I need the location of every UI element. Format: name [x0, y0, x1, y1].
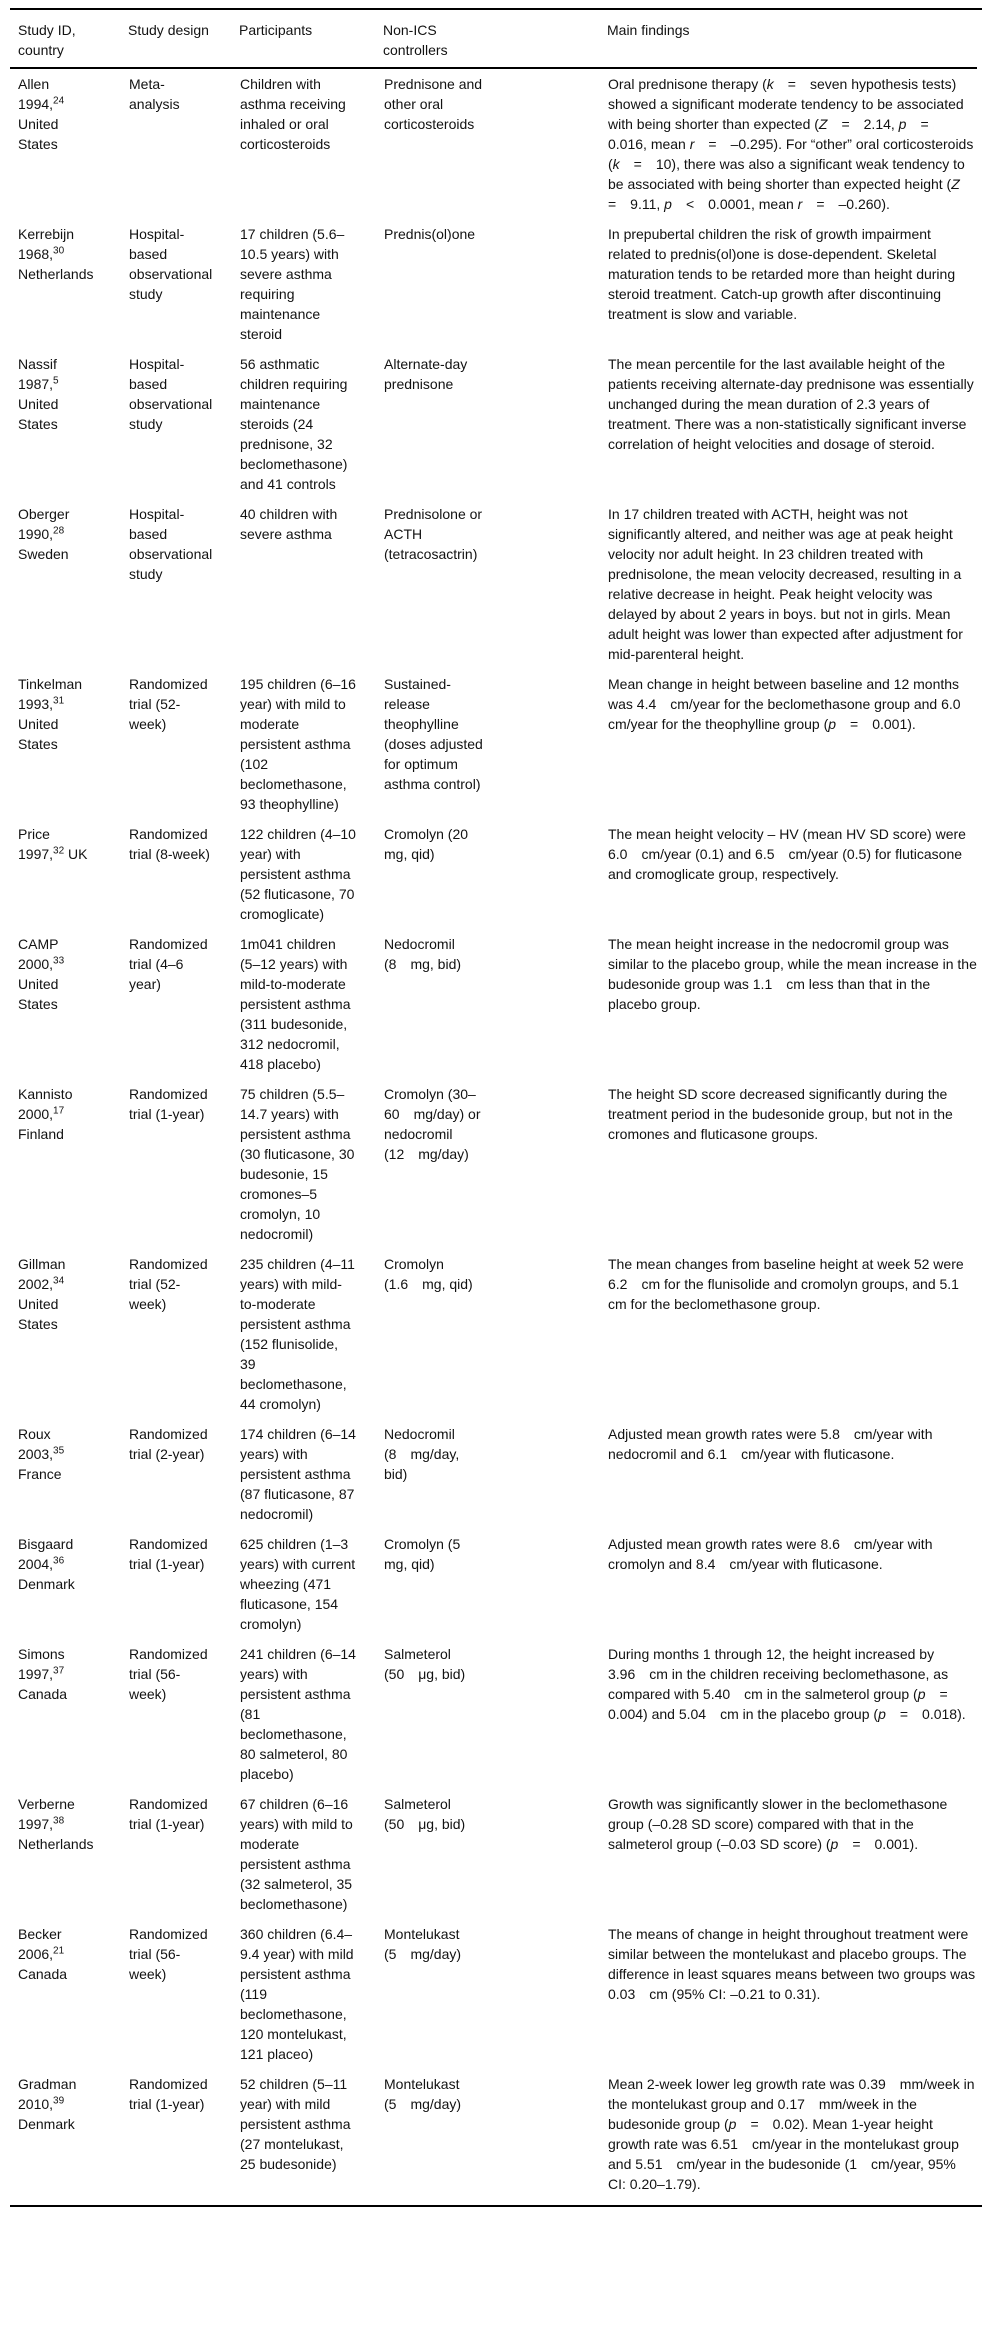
non-ics-controller-cell: Sustained-release theophylline (doses adjusted for optimum asthma control) — [384, 676, 483, 792]
reference-superscript: 31 — [53, 695, 65, 707]
main-findings-cell: The mean height velocity – HV (mean HV SD score) were 6.0 cm/year (0.1) and 6.5 cm/year (0.5) for fluticasone and cromoglicate group, respectively. — [608, 826, 966, 882]
participants-cell: 17 children (5.6–10.5 years) with severe asthma requiring maintenance steroid — [240, 226, 345, 342]
reference-superscript: 35 — [53, 1445, 65, 1457]
reference-superscript: 39 — [53, 2095, 65, 2107]
study-design-cell: Hospital-based observational study — [129, 226, 213, 302]
reference-superscript: 17 — [53, 1105, 65, 1117]
table-row — [10, 1639, 977, 1789]
study-design-cell: Randomized trial (52-week) — [129, 1256, 208, 1312]
main-findings-cell: The mean height increase in the nedocromil group was similar to the placebo group, while the mean increase in the budesonide group was 1.1 cm less than that in the placebo group. — [608, 936, 977, 1012]
reference-superscript: 38 — [53, 1815, 65, 1827]
study-design-cell: Hospital-based observational study — [129, 506, 213, 582]
participants-cell: 241 children (6–14 years) with persistent asthma (81 beclomethasone, 80 salmeterol, 80 placebo) — [240, 1646, 356, 1782]
paper-table — [10, 8, 982, 2207]
reference-superscript: 30 — [53, 245, 65, 257]
column-header-non-ics-controllers: Non-ICS controllers — [383, 10, 607, 68]
participants-cell: 67 children (6–16 years) with mild to moderate persistent asthma (32 salmeterol, 35 beclomethasone) — [240, 1796, 353, 1912]
table-row — [10, 1079, 977, 1249]
table-header — [10, 10, 977, 68]
main-findings-cell: In 17 children treated with ACTH, height was not significantly altered, and neither was age at peak height velocity nor adult height. In 23 children treated with prednisolone, the mean velocity decreased, resulting in a relative decrease in height. Peak height velocity was delayed by about 2 years in boys. but not in girls. Mean adult height was lower than expected after adjustment for mid-parenteral height. — [608, 506, 963, 662]
table-row — [10, 219, 977, 349]
study-id-cell: Gillman 2002,34 United States — [18, 1256, 66, 1332]
study-id-cell: Gradman 2010,39 Denmark — [18, 2076, 77, 2132]
non-ics-controller-cell: Prednisolone or ACTH (tetracosactrin) — [384, 506, 483, 562]
studies-table — [10, 10, 977, 2199]
reference-superscript: 33 — [53, 955, 65, 967]
main-findings-cell: Mean change in height between baseline and 12 months was 4.4 cm/year for the beclomethasone group and 6.0 cm/year for the theophylline group (p = 0.001). — [608, 676, 975, 732]
non-ics-controller-cell: Cromolyn (20 mg, qid) — [384, 826, 483, 862]
participants-cell: 56 asthmatic children requiring maintenance steroids (24 prednisone, 32 beclomethasone) and 41 controls — [240, 356, 348, 492]
study-design-cell: Randomized trial (1-year) — [129, 1796, 208, 1832]
reference-superscript: 28 — [53, 525, 65, 537]
table-row — [10, 819, 977, 929]
reference-superscript: 34 — [53, 1275, 65, 1287]
table-row — [10, 1789, 977, 1919]
study-id-cell: Verberne 1997,38 Netherlands — [18, 1796, 94, 1852]
study-design-cell: Hospital-based observational study — [129, 356, 213, 432]
main-findings-cell: The means of change in height throughout treatment were similar between the montelukast and placebo groups. The difference in least squares means between two groups was 0.03 cm (95% CI: –0.21 to 0.31). — [608, 1926, 976, 2002]
table-body — [10, 68, 977, 2199]
study-id-cell: Nassif 1987,$^5$ United States — [18, 356, 59, 432]
column-header-study-id: Study ID, country — [10, 10, 128, 68]
study-design-cell: Meta-analysis — [129, 76, 180, 112]
header-row — [10, 10, 977, 68]
study-design-cell: Randomized trial (2-year) — [129, 1426, 208, 1462]
participants-cell: 122 children (4–10 year) with persistent asthma (52 fluticasone, 70 cromoglicate) — [240, 826, 356, 922]
column-header-main-findings: Main findings — [607, 10, 977, 68]
main-findings-cell: Oral prednisone therapy (k = seven hypothesis tests) showed a significant moderate tendency to be associated with being shorter than expected (Z = 2.14, p = 0.016, mean r = –0.295). For “other” oral corticosteroids (k = 10), there was also a significant weak tendency to be associated with being shorter than expected height (Z = 9.11, p < 0.0001, mean r = –0.260). — [608, 76, 974, 212]
study-design-cell: Randomized trial (1-year) — [129, 2076, 208, 2112]
non-ics-controller-cell: Nedocromil (8 mg/day, bid) — [384, 1426, 460, 1482]
table-row — [10, 2069, 977, 2199]
main-findings-cell: Mean 2-week lower leg growth rate was 0.39 mm/week in the montelukast group and 0.17 mm/week in the budesonide group (p = 0.02). Mean 1-year height growth rate was 6.51 cm/year in the montelukast group and 5.51 cm/year in the budesonide (1 cm/year, 95% CI: 0.20–1.79). — [608, 2076, 975, 2192]
study-id-cell: Simons 1997,37 Canada — [18, 1646, 68, 1702]
study-design-cell: Randomized trial (1-year) — [129, 1536, 208, 1572]
column-header-study-design: Study design — [128, 10, 239, 68]
non-ics-controller-cell: Prednis(ol)one — [384, 226, 476, 242]
study-id-cell: Allen 1994,24 United States — [18, 76, 65, 152]
column-header-participants: Participants — [239, 10, 383, 68]
reference-superscript: 32 — [53, 845, 65, 857]
study-design-cell: Randomized trial (56-week) — [129, 1926, 208, 1982]
study-design-cell: Randomized trial (8-week) — [129, 826, 210, 862]
non-ics-controller-cell: Salmeterol (50 μg, bid) — [384, 1796, 466, 1832]
reference-superscript: 37 — [53, 1665, 65, 1677]
table-row — [10, 68, 977, 219]
main-findings-cell: Adjusted mean growth rates were 5.8 cm/year with nedocromil and 6.1 cm/year with fluticasone. — [608, 1426, 933, 1462]
study-design-cell: Randomized trial (56-week) — [129, 1646, 208, 1702]
non-ics-controller-cell: Alternate-day prednisone — [384, 356, 468, 392]
participants-cell: 40 children with severe asthma — [240, 506, 338, 542]
participants-cell: 52 children (5–11 year) with mild persistent asthma (27 montelukast, 25 budesonide) — [240, 2076, 351, 2172]
study-id-cell: Tinkelman 1993,31 United States — [18, 676, 83, 752]
table-row — [10, 1919, 977, 2069]
study-id-cell: Kannisto 2000,17 Finland — [18, 1086, 73, 1142]
reference-superscript: 36 — [53, 1555, 65, 1567]
table-row — [10, 499, 977, 669]
participants-cell: 174 children (6–14 years) with persistent asthma (87 fluticasone, 87 nedocromil) — [240, 1426, 356, 1522]
non-ics-controller-cell: Cromolyn (30–60 mg/day) or nedocromil (12 mg/day) — [384, 1086, 481, 1162]
study-id-cell: Price 1997,32 UK — [18, 826, 88, 862]
reference-superscript: 5 — [53, 375, 59, 387]
study-id-cell: Kerrebijn 1968,30 Netherlands — [18, 226, 94, 282]
participants-cell: 1m041 children (5–12 years) with mild-to-moderate persistent asthma (311 budesonide, 312 nedocromil, 418 placebo) — [240, 936, 351, 1072]
non-ics-controller-cell: Cromolyn (5 mg, qid) — [384, 1536, 475, 1572]
table-row — [10, 1249, 977, 1419]
study-design-cell: Randomized trial (52-week) — [129, 676, 208, 732]
non-ics-controller-cell: Montelukast (5 mg/day) — [384, 2076, 462, 2112]
study-id-cell: Becker 2006,21 Canada — [18, 1926, 68, 1982]
main-findings-cell: Growth was significantly slower in the beclomethasone group (–0.28 SD score) compared with that in the salmeterol group (–0.03 SD score) (p = 0.001). — [608, 1796, 948, 1852]
main-findings-cell: The height SD score decreased significantly during the treatment period in the budesonide group, but not in the cromones and fluticasone groups. — [608, 1086, 953, 1142]
participants-cell: 235 children (4–11 years) with mild-to-moderate persistent asthma (152 flunisolide, 39 beclomethasone, 44 cromolyn) — [240, 1256, 355, 1412]
study-id-cell: Oberger 1990,28 Sweden — [18, 506, 70, 562]
main-findings-cell: The mean changes from baseline height at week 52 were 6.2 cm for the flunisolide and cromolyn groups, and 5.1 cm for the beclomethasone group. — [608, 1256, 973, 1312]
non-ics-controller-cell: Prednisone and other oral corticosteroids — [384, 76, 483, 132]
participants-cell: 360 children (6.4–9.4 year) with mild persistent asthma (119 beclomethasone, 120 montelukast, 121 placeo) — [240, 1926, 354, 2062]
table-row — [10, 1529, 977, 1639]
non-ics-controller-cell: Cromolyn (1.6 mg, qid) — [384, 1256, 473, 1292]
main-findings-cell: The mean percentile for the last available height of the patients receiving alternate-day prednisone was essentially unchanged during the mean duration of 2.3 years of treatment. There was a non-statistically significant inverse correlation of height velocities and dosage of steroid. — [608, 356, 974, 452]
main-findings-cell: In prepubertal children the risk of growth impairment related to prednis(ol)one is dose-dependent. Skeletal maturation tends to be retarded more than height during steroid treatment. Catch-up growth after discontinuing treatment is slow and variable. — [608, 226, 956, 322]
non-ics-controller-cell: Salmeterol (50 μg, bid) — [384, 1646, 466, 1682]
main-findings-cell: During months 1 through 12, the height increased by 3.96 cm in the children receiving beclomethasone, as compared with 5.40 cm in the salmeterol group (p = 0.004) and 5.04 cm in the placebo group (p = 0.018). — [608, 1646, 966, 1722]
table-row — [10, 349, 977, 499]
main-findings-cell: Adjusted mean growth rates were 8.6 cm/year with cromolyn and 8.4 cm/year with fluticasone. — [608, 1536, 933, 1572]
study-design-cell: Randomized trial (1-year) — [129, 1086, 208, 1122]
study-id-cell: Bisgaard 2004,36 Denmark — [18, 1536, 75, 1592]
participants-cell: Children with asthma receiving inhaled or oral corticosteroids — [240, 76, 346, 152]
participants-cell: 625 children (1–3 years) with current wheezing (471 fluticasone, 154 cromolyn) — [240, 1536, 356, 1632]
table-row — [10, 669, 977, 819]
study-design-cell: Randomized trial (4–6 year) — [129, 936, 208, 992]
non-ics-controller-cell: Montelukast (5 mg/day) — [384, 1926, 462, 1962]
participants-cell: 75 children (5.5–14.7 years) with persistent asthma (30 fluticasone, 30 budesonie, 15 cromones–5 cromolyn, 10 nedocromil) — [240, 1086, 355, 1242]
table-row — [10, 929, 977, 1079]
reference-superscript: 21 — [53, 1945, 65, 1957]
study-id-cell: CAMP 2000,33 United States — [18, 936, 65, 1012]
table-row — [10, 1419, 977, 1529]
non-ics-controller-cell: Nedocromil (8 mg, bid) — [384, 936, 462, 972]
study-id-cell: Roux 2003,35 France — [18, 1426, 65, 1482]
participants-cell: 195 children (6–16 year) with mild to moderate persistent asthma (102 beclomethasone, 93 theophylline) — [240, 676, 356, 812]
reference-superscript: 24 — [53, 95, 65, 107]
